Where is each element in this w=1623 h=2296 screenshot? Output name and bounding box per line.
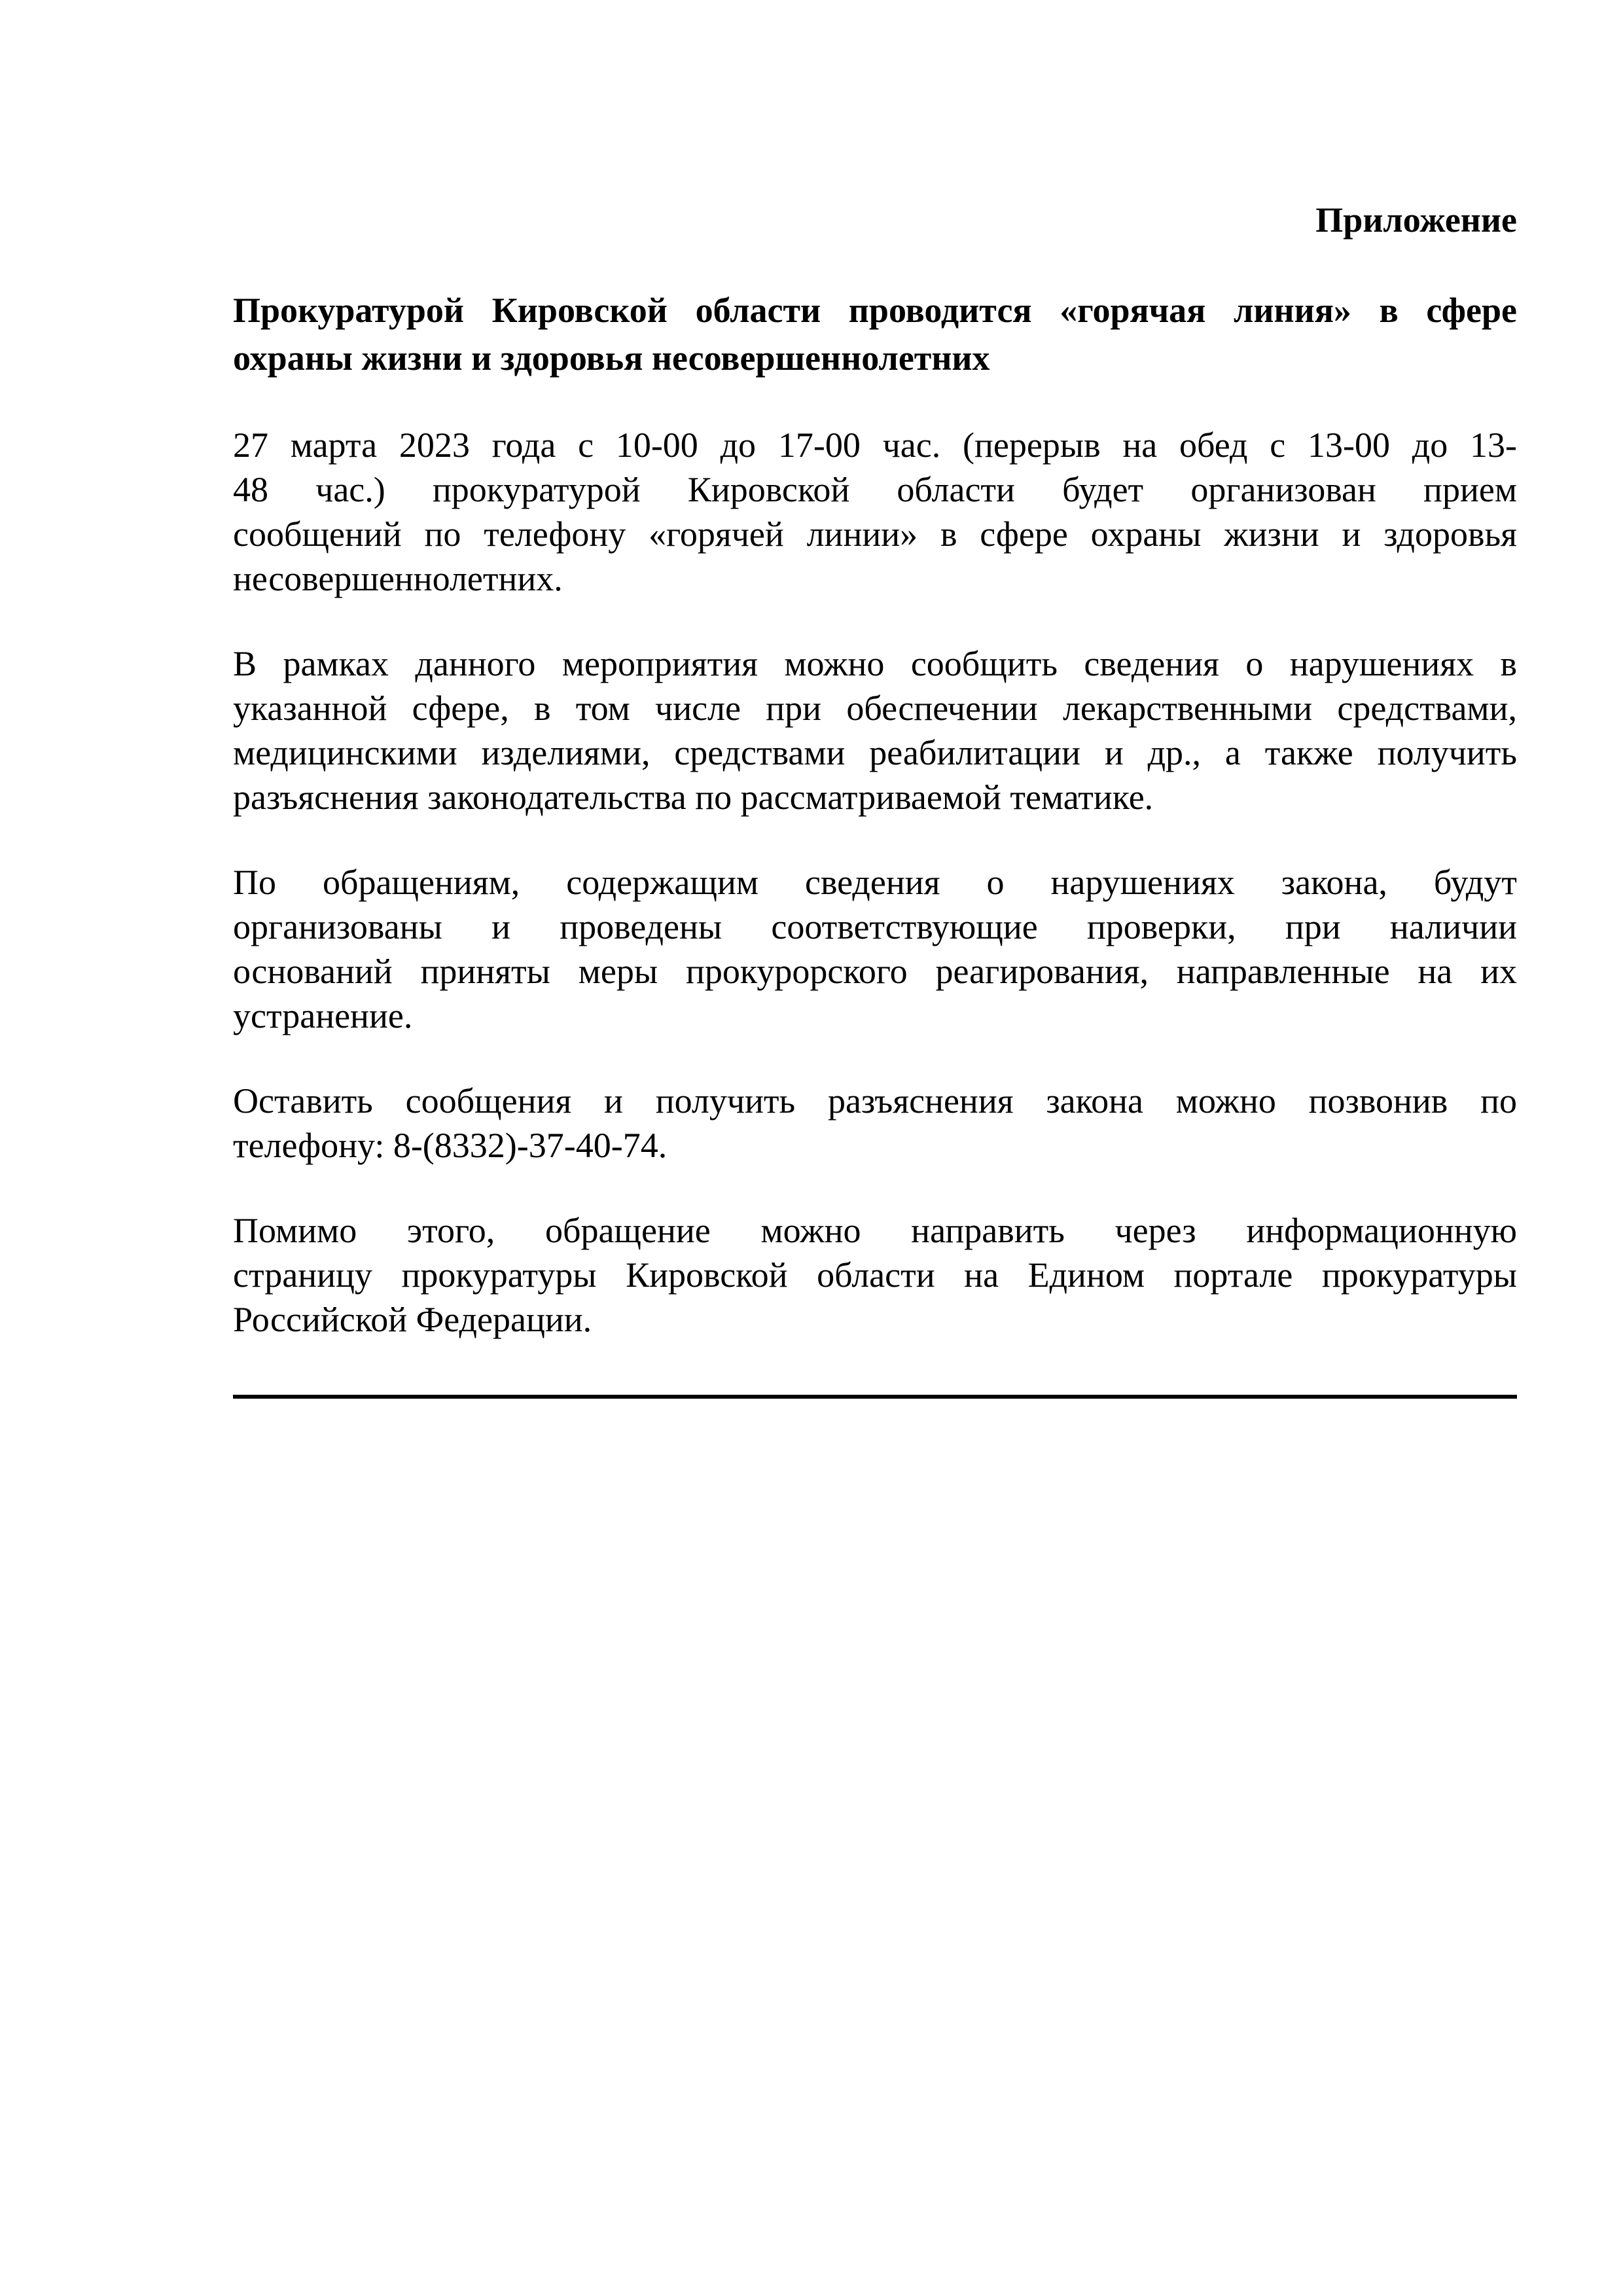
paragraph-line: страницу прокуратуры Кировской области на Едином портале прокуратуры: [233, 1255, 1517, 1295]
paragraph-line: организованы и проведены соответствующие проверки, при наличии: [233, 907, 1517, 946]
paragraph-line: указанной сфере, в том числе при обеспечении лекарственными средствами,: [233, 689, 1517, 728]
paragraph-line: разъяснения законодательства по рассматриваемой тематике.: [233, 778, 1154, 817]
paragraph-phone-contact: [233, 1079, 1517, 1168]
paragraph-line: телефону: 8-(8332)-37-40-74.: [233, 1126, 668, 1165]
paragraph-line: устранение.: [233, 996, 413, 1035]
paragraph-line: сообщений по телефону «горячей линии» в сфере охраны жизни и здоровья: [233, 514, 1517, 554]
document-title: [233, 287, 1517, 382]
paragraph-line: Помимо этого, обращение можно направить через информационную: [233, 1211, 1517, 1250]
paragraph-line: медицинскими изделиями, средствами реабилитации и др., а также получить: [233, 733, 1517, 772]
horizontal-divider: [233, 1395, 1517, 1399]
paragraph-line: 27 марта 2023 года с 10-00 до 17-00 час. (перерыв на обед с 13-00 до 13-: [233, 425, 1517, 465]
paragraph-hotline-schedule: [233, 423, 1517, 601]
paragraph-line: оснований приняты меры прокурорского реагирования, направленные на их: [233, 952, 1517, 991]
paragraph-line: В рамках данного мероприятия можно сообщить сведения о нарушениях в: [233, 644, 1517, 683]
paragraph-line: 48 час.) прокуратурой Кировской области будет организован прием: [233, 470, 1517, 509]
title-line: Прокуратурой Кировской области проводится «горячая линия» в сфере: [233, 291, 1517, 330]
paragraph-line: Оставить сообщения и получить разъяснения закона можно позвонив по: [233, 1081, 1517, 1121]
paragraph-online-portal: [233, 1208, 1517, 1342]
appendix-label: Приложение: [1315, 200, 1517, 240]
paragraph-line: По обращениям, содержащим сведения о нарушениях закона, будут: [233, 863, 1517, 902]
title-line: охраны жизни и здоровья несовершеннолетних: [233, 338, 990, 378]
paragraph-inspections: [233, 860, 1517, 1038]
paragraph-report-scope: [233, 641, 1517, 819]
paragraph-line: несовершеннолетних.: [233, 559, 563, 598]
document-body: [233, 196, 1517, 1342]
paragraph-line: Российской Федерации.: [233, 1300, 592, 1339]
